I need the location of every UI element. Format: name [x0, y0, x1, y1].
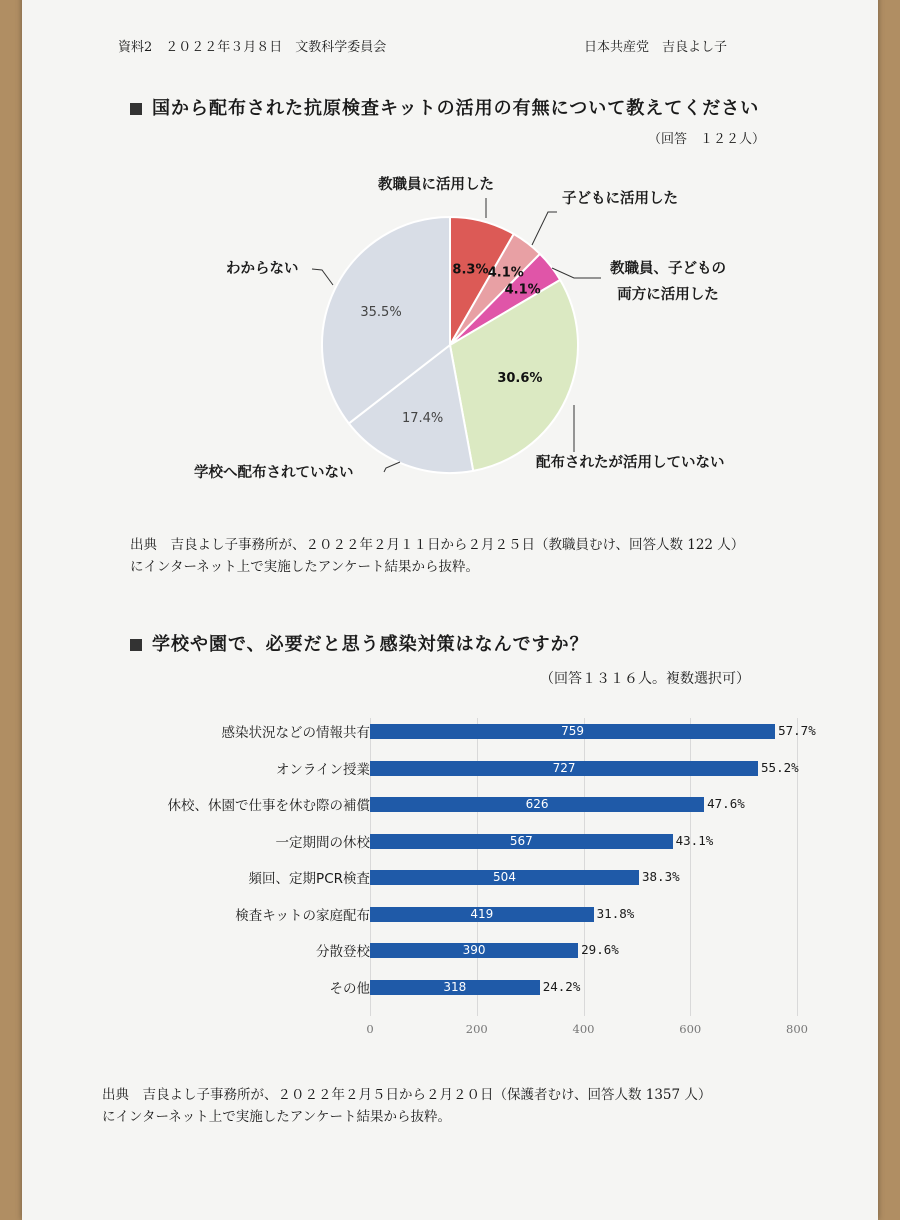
pie-label-children: 子どもに活用した [562, 191, 678, 207]
bar-value-label: 759 [561, 724, 584, 738]
bar-value-label: 390 [462, 943, 486, 957]
bar-percent-label: 47.6% [707, 796, 745, 811]
x-tick-label: 600 [679, 1022, 702, 1036]
x-tick-label: 200 [465, 1022, 488, 1036]
bar-value-label: 318 [443, 979, 467, 994]
bar-category-label: 頻回、定期PCR検査 [248, 871, 370, 887]
pie-value-label-not_distributed: 17.4% [401, 410, 444, 426]
pie-value-label-unknown: 35.5% [360, 305, 402, 321]
bar-section-title: 学校や園で、必要だと思う感染対策はなんですか？ [130, 630, 589, 656]
bar-percent-label: 24.2% [542, 978, 581, 994]
pie-value-label-children: 4.1% [487, 265, 524, 281]
pie-value-label-both: 4.1% [504, 282, 541, 298]
bar-percent-label: 38.3% [642, 869, 680, 884]
pie-value-label-teachers: 8.3% [452, 262, 489, 278]
bar-percent-label: 55.2% [761, 759, 799, 775]
bar-percent-label: 31.8% [596, 905, 635, 921]
bar-respondents: （回答１３１６人。複数選択可） [540, 671, 750, 687]
bar-category-label: オンライン授業 [275, 761, 370, 778]
pie-label-both-line1: 教職員、子どもの [610, 261, 726, 277]
bar-category-label: 検査キットの家庭配布 [235, 907, 370, 924]
doc-header-left: 資料2 ２０２２年３月８日 文教科学委員会 [118, 40, 387, 55]
pie-label-unused: 配布されたが活用していない [536, 455, 725, 471]
bar-value-label: 419 [470, 906, 494, 921]
pie-section-title: 国から配布された抗原検査キットの活用の有無について教えてください [130, 94, 759, 120]
bar-category-label: 休校、休園で仕事を休む際の補償 [167, 798, 370, 814]
pie-value-label-unused: 30.6% [497, 370, 543, 386]
bar-category-label: 分散登校 [316, 944, 370, 960]
x-tick-label: 400 [572, 1022, 595, 1036]
x-tick-label: 0 [366, 1022, 374, 1036]
pie-label-teachers: 教職員に活用した [378, 177, 494, 193]
doc-header-right: 日本共産党 吉良よし子 [584, 40, 728, 55]
bar-percent-label: 57.7% [778, 723, 816, 738]
pie-respondents: （回答 １２２人） [648, 132, 766, 147]
pie-label-both-line2: 両方に活用した [617, 287, 719, 303]
bar-source-line1: 出典 吉良よし子事務所が、２０２２年２月５日から２月２０日（保護者むけ、回答人数 1357 人） [102, 1087, 712, 1103]
bar-category-label: その他 [329, 980, 370, 997]
bar-value-label: 626 [525, 797, 549, 811]
pie-source-line2: にインターネット上で実施したアンケート結果から抜粋。 [130, 559, 479, 575]
bar-percent-label: 43.1% [675, 832, 714, 848]
bar-source [102, 1084, 711, 1128]
bar-category-label: 感染状況などの情報共有 [221, 725, 370, 741]
bar-category-label: 一定期間の休校 [275, 834, 370, 851]
bar-percent-label: 29.6% [581, 942, 619, 957]
pie-source-line1: 出典 吉良よし子事務所が、２０２２年２月１１日から２月２５日（教職員むけ、回答人数 122 人） [130, 537, 745, 553]
bar-source-line2: にインターネット上で実施したアンケート結果から抜粋。 [102, 1109, 451, 1125]
x-tick-label: 800 [786, 1022, 808, 1036]
bar-value-label: 567 [509, 833, 533, 848]
bar-value-label: 727 [552, 760, 576, 775]
bar-value-label: 504 [493, 870, 516, 884]
pie-label-not-distributed: 学校へ配布されていない [194, 465, 354, 481]
pie-label-unknown: わからない [226, 261, 299, 277]
